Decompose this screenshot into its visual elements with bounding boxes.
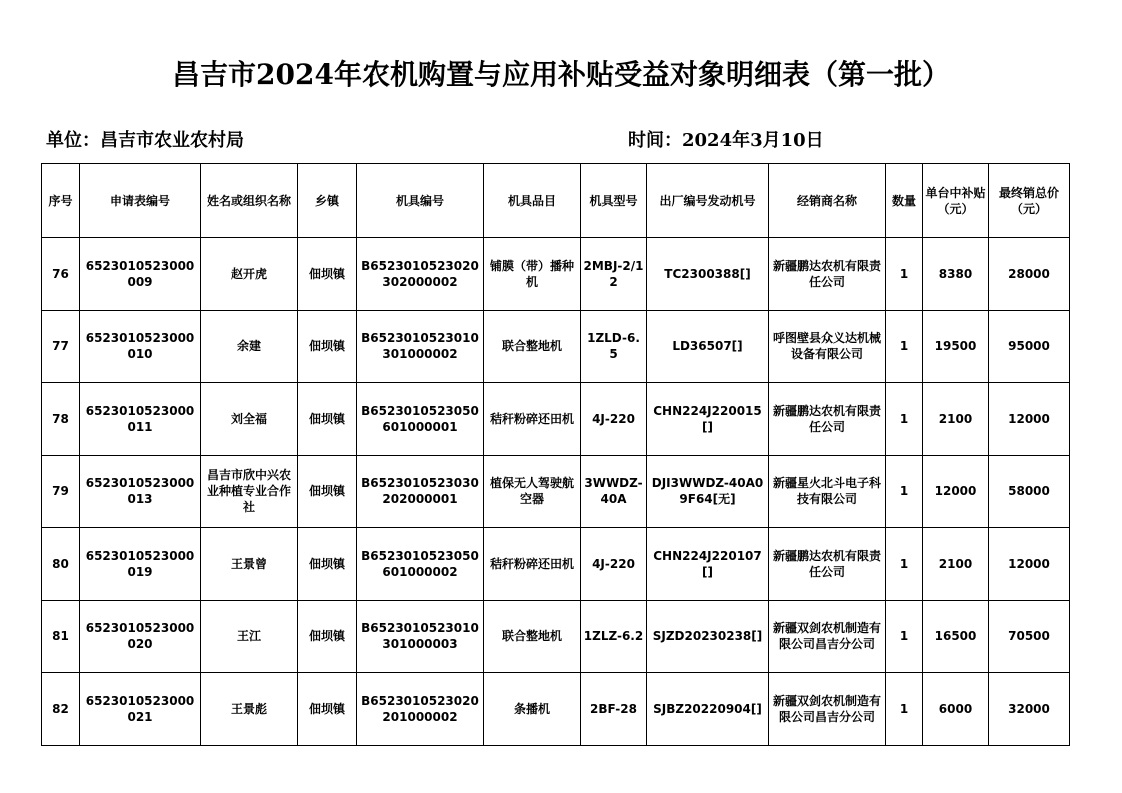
- cell-qty: 1: [886, 238, 923, 311]
- cell-town: 佃坝镇: [298, 455, 357, 528]
- cell-machine-no: B6523010523050601000002: [357, 528, 484, 601]
- cell-machine-no: B6523010523030202000001: [357, 455, 484, 528]
- cell-category: 植保无人驾驶航空器: [484, 455, 581, 528]
- table-row: [42, 528, 1070, 601]
- cell-seq: 76: [42, 238, 80, 311]
- col-header-price: 最终销总价（元）: [989, 164, 1070, 238]
- cell-category: 秸秆粉碎还田机: [484, 528, 581, 601]
- cell-town: 佃坝镇: [298, 673, 357, 746]
- cell-town: 佃坝镇: [298, 238, 357, 311]
- table-row: [42, 455, 1070, 528]
- col-header-app-no: 申请表编号: [80, 164, 201, 238]
- cell-qty: 1: [886, 310, 923, 383]
- cell-serial: SJZD20230238[]: [647, 600, 769, 673]
- cell-name: 昌吉市欣中兴农业种植专业合作社: [201, 455, 298, 528]
- table-row: [42, 600, 1070, 673]
- cell-qty: 1: [886, 528, 923, 601]
- cell-serial: TC2300388[]: [647, 238, 769, 311]
- cell-dealer: 新疆鹏达农机有限责任公司: [769, 383, 886, 456]
- cell-category: 秸秆粉碎还田机: [484, 383, 581, 456]
- cell-price: 12000: [989, 528, 1070, 601]
- cell-app-no: 6523010523000013: [80, 455, 201, 528]
- cell-seq: 81: [42, 600, 80, 673]
- cell-subsidy: 19500: [923, 310, 989, 383]
- cell-category: 铺膜（带）播种机: [484, 238, 581, 311]
- col-header-subsidy: 单台中补贴（元）: [923, 164, 989, 238]
- cell-seq: 82: [42, 673, 80, 746]
- cell-category: 条播机: [484, 673, 581, 746]
- cell-model: 3WWDZ-40A: [581, 455, 647, 528]
- cell-qty: 1: [886, 383, 923, 456]
- cell-price: 12000: [989, 383, 1070, 456]
- cell-category: 联合整地机: [484, 600, 581, 673]
- cell-model: 2BF-28: [581, 673, 647, 746]
- cell-serial: SJBZ20220904[]: [647, 673, 769, 746]
- cell-qty: 1: [886, 600, 923, 673]
- cell-dealer: 新疆双剑农机制造有限公司昌吉分公司: [769, 673, 886, 746]
- cell-seq: 79: [42, 455, 80, 528]
- cell-serial: LD36507[]: [647, 310, 769, 383]
- col-header-category: 机具品目: [484, 164, 581, 238]
- table-row: [42, 673, 1070, 746]
- cell-name: 刘全福: [201, 383, 298, 456]
- unit-label: 单位：昌吉市农业农村局: [46, 130, 244, 151]
- table-row: [42, 310, 1070, 383]
- cell-subsidy: 16500: [923, 600, 989, 673]
- cell-serial: DJI3WWDZ-40A09F64[无]: [647, 455, 769, 528]
- col-header-seq: 序号: [42, 164, 80, 238]
- cell-price: 58000: [989, 455, 1070, 528]
- cell-machine-no: B6523010523010301000002: [357, 310, 484, 383]
- cell-price: 28000: [989, 238, 1070, 311]
- table-row: [42, 383, 1070, 456]
- cell-dealer: 新疆鹏达农机有限责任公司: [769, 528, 886, 601]
- cell-app-no: 6523010523000010: [80, 310, 201, 383]
- cell-model: 1ZLD-6.5: [581, 310, 647, 383]
- col-header-qty: 数量: [886, 164, 923, 238]
- cell-serial: CHN224J220015[]: [647, 383, 769, 456]
- cell-dealer: 呼图壁县众义达机械设备有限公司: [769, 310, 886, 383]
- cell-dealer: 新疆双剑农机制造有限公司昌吉分公司: [769, 600, 886, 673]
- cell-app-no: 6523010523000021: [80, 673, 201, 746]
- cell-name: 王景曾: [201, 528, 298, 601]
- cell-subsidy: 2100: [923, 528, 989, 601]
- col-header-dealer: 经销商名称: [769, 164, 886, 238]
- cell-subsidy: 2100: [923, 383, 989, 456]
- cell-town: 佃坝镇: [298, 383, 357, 456]
- col-header-name: 姓名或组织名称: [201, 164, 298, 238]
- cell-app-no: 6523010523000009: [80, 238, 201, 311]
- cell-model: 4J-220: [581, 528, 647, 601]
- cell-model: 2MBJ-2/12: [581, 238, 647, 311]
- cell-app-no: 6523010523000011: [80, 383, 201, 456]
- page-title: 昌吉市2024年农机购置与应用补贴受益对象明细表（第一批）: [172, 58, 950, 91]
- cell-price: 70500: [989, 600, 1070, 673]
- cell-name: 赵开虎: [201, 238, 298, 311]
- col-header-model: 机具型号: [581, 164, 647, 238]
- table-row: [42, 238, 1070, 311]
- cell-qty: 1: [886, 455, 923, 528]
- cell-name: 余建: [201, 310, 298, 383]
- cell-dealer: 新疆鹏达农机有限责任公司: [769, 238, 886, 311]
- cell-seq: 78: [42, 383, 80, 456]
- subsidy-table: [41, 163, 1070, 746]
- cell-app-no: 6523010523000019: [80, 528, 201, 601]
- cell-app-no: 6523010523000020: [80, 600, 201, 673]
- cell-seq: 80: [42, 528, 80, 601]
- cell-qty: 1: [886, 673, 923, 746]
- cell-model: 4J-220: [581, 383, 647, 456]
- cell-name: 王江: [201, 600, 298, 673]
- cell-category: 联合整地机: [484, 310, 581, 383]
- cell-seq: 77: [42, 310, 80, 383]
- cell-town: 佃坝镇: [298, 310, 357, 383]
- header-row: [42, 164, 1070, 238]
- cell-machine-no: B6523010523020201000002: [357, 673, 484, 746]
- col-header-serial: 出厂编号发动机号: [647, 164, 769, 238]
- cell-dealer: 新疆星火北斗电子科技有限公司: [769, 455, 886, 528]
- cell-subsidy: 8380: [923, 238, 989, 311]
- cell-model: 1ZLZ-6.2: [581, 600, 647, 673]
- cell-price: 95000: [989, 310, 1070, 383]
- cell-subsidy: 6000: [923, 673, 989, 746]
- cell-town: 佃坝镇: [298, 528, 357, 601]
- cell-serial: CHN224J220107[]: [647, 528, 769, 601]
- cell-subsidy: 12000: [923, 455, 989, 528]
- cell-machine-no: B6523010523010301000003: [357, 600, 484, 673]
- cell-town: 佃坝镇: [298, 600, 357, 673]
- col-header-town: 乡镇: [298, 164, 357, 238]
- cell-machine-no: B6523010523020302000002: [357, 238, 484, 311]
- cell-name: 王景彪: [201, 673, 298, 746]
- cell-machine-no: B6523010523050601000001: [357, 383, 484, 456]
- col-header-machine-no: 机具编号: [357, 164, 484, 238]
- date-label: 时间：2024年3月10日: [628, 130, 824, 151]
- cell-price: 32000: [989, 673, 1070, 746]
